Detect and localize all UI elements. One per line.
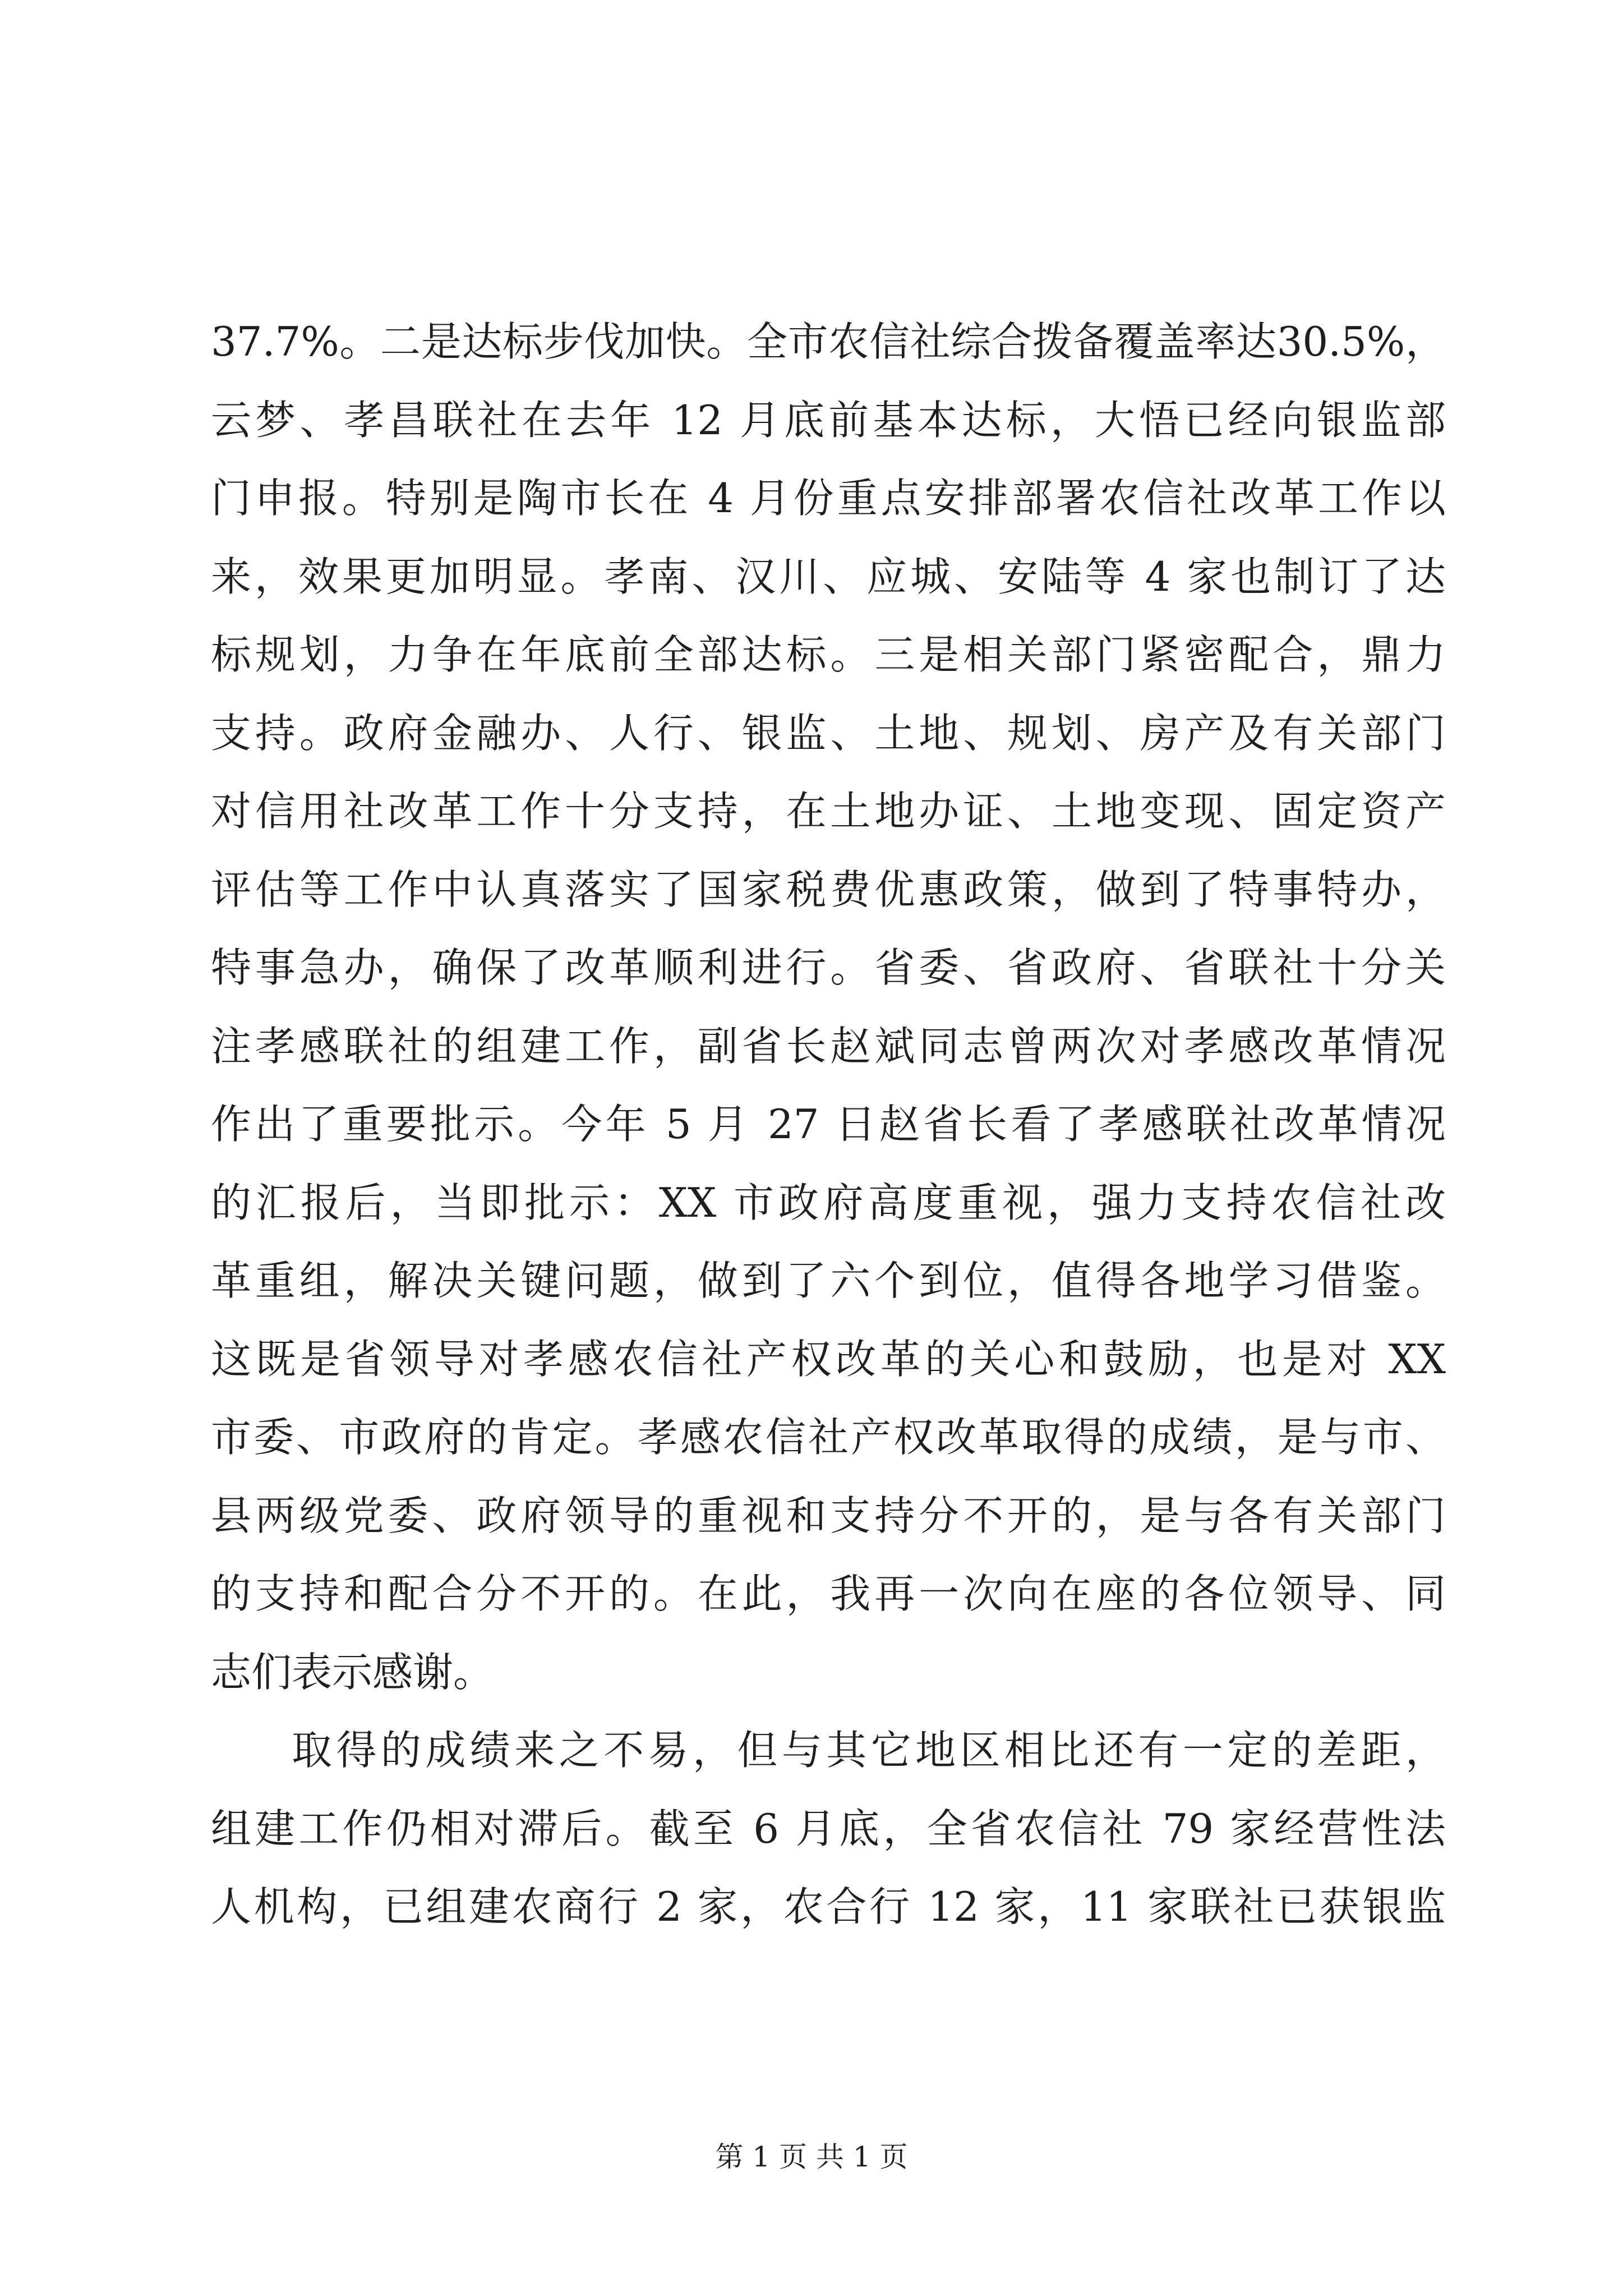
text-line: 评估等工作中认真落实了国家税费优惠政策，做到了特事特办， [211,866,1446,913]
text-line: 取得的成绩来之不易，但与其它地区相比还有一定的差距， [292,1727,1446,1774]
text-line: 县两级党委、政府领导的重视和支持分不开的，是与各有关部门 [211,1492,1446,1539]
text-line: 的汇报后，当即批示：XX 市政府高度重视，强力支持农信社改 [211,1179,1446,1226]
text-line: 来，效果更加明显。孝南、汉川、应城、安陆等 4 家也制订了达 [211,553,1446,600]
text-line: 注孝感联社的组建工作，副省长赵斌同志曾两次对孝感改革情况 [211,1022,1446,1070]
text-line: 的支持和配合分不开的。在此，我再一次向在座的各位领导、同 [211,1570,1446,1617]
text-line: 市委、市政府的肯定。孝感农信社产权改革取得的成绩，是与市、 [211,1414,1446,1461]
text-line: 云梦、孝昌联社在去年 12 月底前基本达标，大悟已经向银监部 [211,396,1446,444]
text-line: 门申报。特别是陶市长在 4 月份重点安排部署农信社改革工作以 [211,475,1446,522]
paragraph-2 [211,1711,1446,1947]
page-footer [0,2138,1623,2175]
text-line: 标规划，力争在年底前全部达标。三是相关部门紧密配合，鼎力 [211,631,1446,678]
text-line: 支持。政府金融办、人行、银监、土地、规划、房产及有关部门 [211,709,1446,757]
paragraph-1 [211,303,1446,1711]
text-line: 革重组，解决关键问题，做到了六个到位，值得各地学习借鉴。 [211,1257,1446,1304]
page-number-label: 第 1 页 共 1 页 [715,2141,908,2173]
text-line: 特事急办，确保了改革顺利进行。省委、省政府、省联社十分关 [211,944,1446,991]
text-line: 人机构，已组建农商行 2 家，农合行 12 家，11 家联社已获银监 [211,1883,1446,1930]
text-line: 志们表示感谢。 [211,1648,494,1696]
text-line: 组建工作仍相对滞后。截至 6 月底，全省农信社 79 家经营性法 [211,1805,1446,1852]
text-line: 对信用社改革工作十分支持，在土地办证、土地变现、固定资产 [211,788,1446,835]
text-line: 作出了重要批示。今年 5 月 27 日赵省长看了孝感联社改革情况 [211,1101,1446,1148]
text-line: 37.7%。二是达标步伐加快。全市农信社综合拨备覆盖率达30.5%， [211,318,1446,365]
text-line: 这既是省领导对孝感农信社产权改革的关心和鼓励，也是对 XX [211,1335,1446,1383]
body-text [211,303,1446,1947]
